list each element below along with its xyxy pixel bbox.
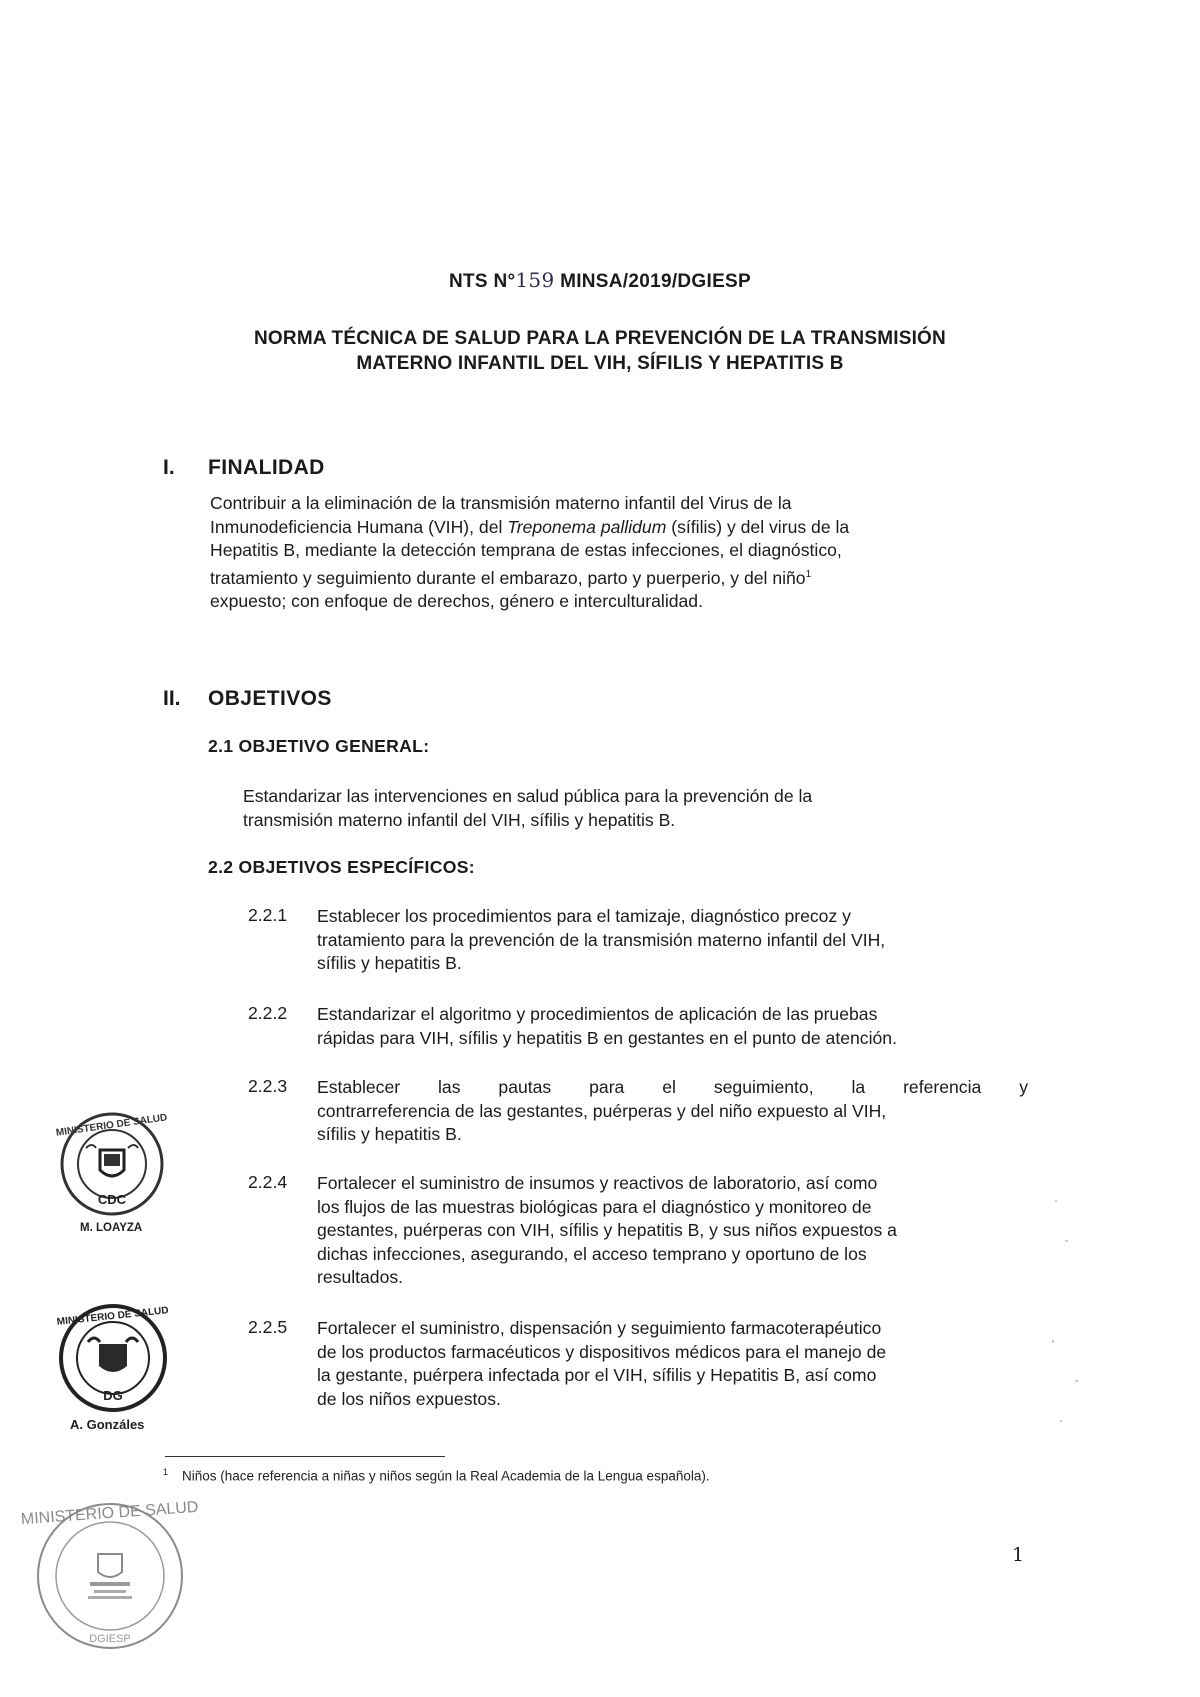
document-code [0, 268, 1200, 293]
footnote-divider [165, 1456, 445, 1457]
code-suffix: MINSA/2019/DGIESP [560, 271, 752, 292]
italic-term: Treponema pallidum [507, 516, 667, 537]
svg-text:DGIESP: DGIESP [89, 1633, 131, 1645]
scan-artifact [1052, 1340, 1054, 1343]
item-number: 2.2.2 [248, 1003, 288, 1023]
item-number: 2.2.3 [248, 1076, 288, 1096]
svg-text:DG: DG [103, 1388, 123, 1403]
page-number: 1 [1012, 1544, 1025, 1566]
seal-icon [20, 1496, 199, 1658]
section-2-number: II. [163, 687, 181, 710]
scan-artifact [1065, 1240, 1068, 1242]
section-1-title: FINALIDAD [208, 456, 325, 479]
svg-text:CDC: CDC [97, 1192, 127, 1207]
item-text: Establecer las pautas para el seguimiento, la referencia y contrarreferencia de las gestantes, puérperas y del niño expuesto al VIH, sífilis y hepatitis B. [317, 1077, 1028, 1144]
item-number: 2.2.5 [248, 1317, 288, 1337]
item-text: Fortalecer el suministro de insumos y reactivos de laboratorio, así como los flujos de las muestras biológicas para el diagnóstico y monitoreo de gestantes, puérperas con VIH, sífilis y hepatitis B, y sus niños expuestos a dichas infecciones, asegurando, el acceso temprano y oportuno de los resultados. [317, 1173, 897, 1287]
stamp-signature: M. LOAYZA [80, 1222, 143, 1234]
section-1-paragraph [210, 492, 1028, 613]
seal-icon [56, 1108, 166, 1220]
footnote-text: Niños (hace referencia a niñas y niños según la Real Academia de la Lengua española). [182, 1468, 710, 1484]
subsection-2-2-title: 2.2 OBJETIVOS ESPECÍFICOS: [208, 857, 475, 877]
subsection-2-1-title: 2.1 OBJETIVO GENERAL: [208, 736, 430, 756]
subsection-2-1-paragraph: Estandarizar las intervenciones en salud pública para la prevención de la transmisión materno infantil del VIH, sífilis y hepatitis B. [243, 786, 813, 830]
paragraph-line: tratamiento y seguimiento durante el embarazo, parto y puerperio, y del niño$^1$ [210, 567, 812, 588]
paragraph-line: Hepatitis B, mediante la detección temprana de estas infecciones, el diagnóstico, [210, 540, 842, 560]
stamp-dgiesp [20, 1496, 199, 1658]
seal-icon [56, 1300, 170, 1420]
item-text: Estandarizar el algoritmo y procedimientos de aplicación de las pruebas rápidas para VIH, sífilis y hepatitis B en gestantes en el punto de atención. [317, 1004, 897, 1048]
svg-text:MINISTERIO DE SALUD: MINISTERIO DE SALUD [55, 1112, 168, 1139]
paragraph-line: Contribuir a la eliminación de la transmisión materno infantil del Virus de la [210, 493, 792, 513]
paragraph-line: expuesto; con enfoque de derechos, género e interculturalidad. [210, 590, 703, 611]
svg-text:MINISTERIO DE SALUD: MINISTERIO DE SALUD [56, 1305, 170, 1328]
stamp-dg [56, 1300, 170, 1420]
code-prefix: NTS N° [448, 271, 516, 292]
item-text: Fortalecer el suministro, dispensación y seguimiento farmacoterapéutico de los productos farmacéuticos y dispositivos médicos para el manejo de la gestante, puérpera infectada por el VIH, sífilis y Hepatitis B, así como de los niños expuestos. [317, 1318, 887, 1409]
item-number: 2.2.4 [248, 1172, 288, 1192]
stamp-signature: A. Gonzáles [70, 1417, 145, 1432]
item-text: Establecer los procedimientos para el tamizaje, diagnóstico precoz y tratamiento para la prevención de la transmisión materno infantil del VIH, sífilis y hepatitis B. [317, 906, 886, 973]
footnote-ref[interactable]: 1 [805, 568, 812, 580]
section-1-number: I. [163, 456, 175, 479]
footnote [163, 1467, 710, 1484]
svg-text:MINISTERIO DE SALUD: MINISTERIO DE SALUD [20, 1498, 199, 1529]
scan-artifact [1060, 1420, 1062, 1422]
title-line-1: NORMA TÉCNICA DE SALUD PARA LA PREVENCIÓN DE LA TRANSMISIÓN [254, 328, 946, 349]
document-title [0, 326, 1200, 376]
section-2-title: OBJETIVOS [208, 687, 332, 710]
footnote-marker: 1 [163, 1467, 169, 1477]
scan-artifact [1075, 1380, 1078, 1382]
item-number: 2.2.1 [248, 905, 288, 925]
stamp-cdc [56, 1108, 166, 1220]
paragraph-line: Inmunodeficiencia Humana (VIH), del Treponema pallidum (sífilis) y del virus de la [210, 516, 850, 537]
title-line-2: MATERNO INFANTIL DEL VIH, SÍFILIS Y HEPATITIS B [356, 353, 844, 374]
code-number-handwritten: 159 [515, 268, 555, 292]
scan-artifact [1055, 1200, 1057, 1202]
